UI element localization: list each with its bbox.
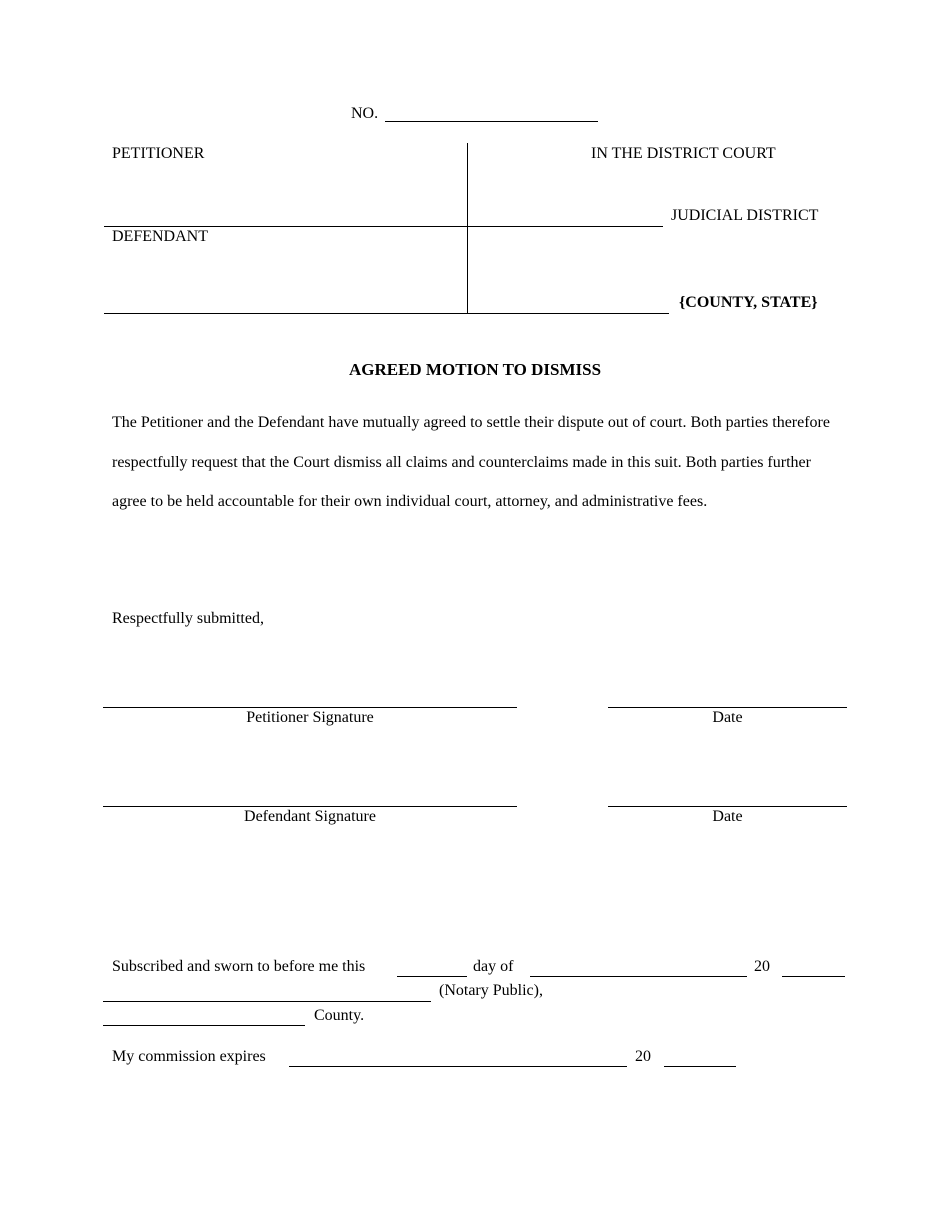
- sworn-year-prefix: 20: [754, 958, 770, 975]
- petitioner-signature-label: Petitioner Signature: [246, 709, 374, 726]
- county-state-label: {COUNTY, STATE}: [679, 294, 818, 311]
- petitioner-label: PETITIONER: [112, 145, 205, 162]
- petitioner-signature-line[interactable]: [103, 707, 517, 708]
- sworn-year-line[interactable]: [782, 976, 845, 977]
- judicial-district-label: JUDICIAL DISTRICT: [671, 207, 819, 224]
- county-text: County.: [314, 1007, 365, 1024]
- defendant-label: DEFENDANT: [112, 228, 208, 245]
- commission-text: My commission expires: [112, 1048, 266, 1065]
- case-number-label: NO.: [351, 105, 379, 122]
- court-label: IN THE DISTRICT COURT: [591, 145, 776, 162]
- sworn-day-line[interactable]: [397, 976, 467, 977]
- defendant-date-line[interactable]: [608, 806, 847, 807]
- petitioner-date-label: Date: [712, 709, 743, 726]
- defendant-signature-label: Defendant Signature: [244, 808, 376, 825]
- defendant-line[interactable]: [104, 313, 468, 314]
- commission-year-line[interactable]: [664, 1066, 736, 1067]
- day-of-text: day of: [473, 958, 514, 975]
- commission-year-prefix: 20: [635, 1048, 651, 1065]
- caption-divider-lower: [467, 227, 468, 314]
- commission-date-line[interactable]: [289, 1066, 627, 1067]
- county-line[interactable]: [468, 313, 669, 314]
- petitioner-date-line[interactable]: [608, 707, 847, 708]
- closing-text: Respectfully submitted,: [112, 610, 264, 627]
- notary-name-line[interactable]: [103, 1001, 431, 1002]
- defendant-date-label: Date: [712, 808, 743, 825]
- defendant-signature-line[interactable]: [103, 806, 517, 807]
- case-number-line[interactable]: [385, 121, 598, 122]
- petitioner-line[interactable]: [104, 226, 468, 227]
- judicial-district-line[interactable]: [468, 226, 663, 227]
- motion-paragraph: The Petitioner and the Defendant have mutually agreed to settle their dispute out of court. Both parties therefore respectfully request that the Court dismiss all claims and counterclaims made in this suit. Both parties further agree to be held accountable for their own individual court, attorney, and administrative fees.: [112, 414, 830, 510]
- sworn-text: Subscribed and sworn to before me this: [112, 958, 366, 975]
- sworn-month-line[interactable]: [530, 976, 747, 977]
- caption-divider-upper: [467, 143, 468, 227]
- notary-public-text: (Notary Public),: [439, 982, 543, 999]
- document-title: AGREED MOTION TO DISMISS: [348, 360, 602, 379]
- notary-county-line[interactable]: [103, 1025, 305, 1026]
